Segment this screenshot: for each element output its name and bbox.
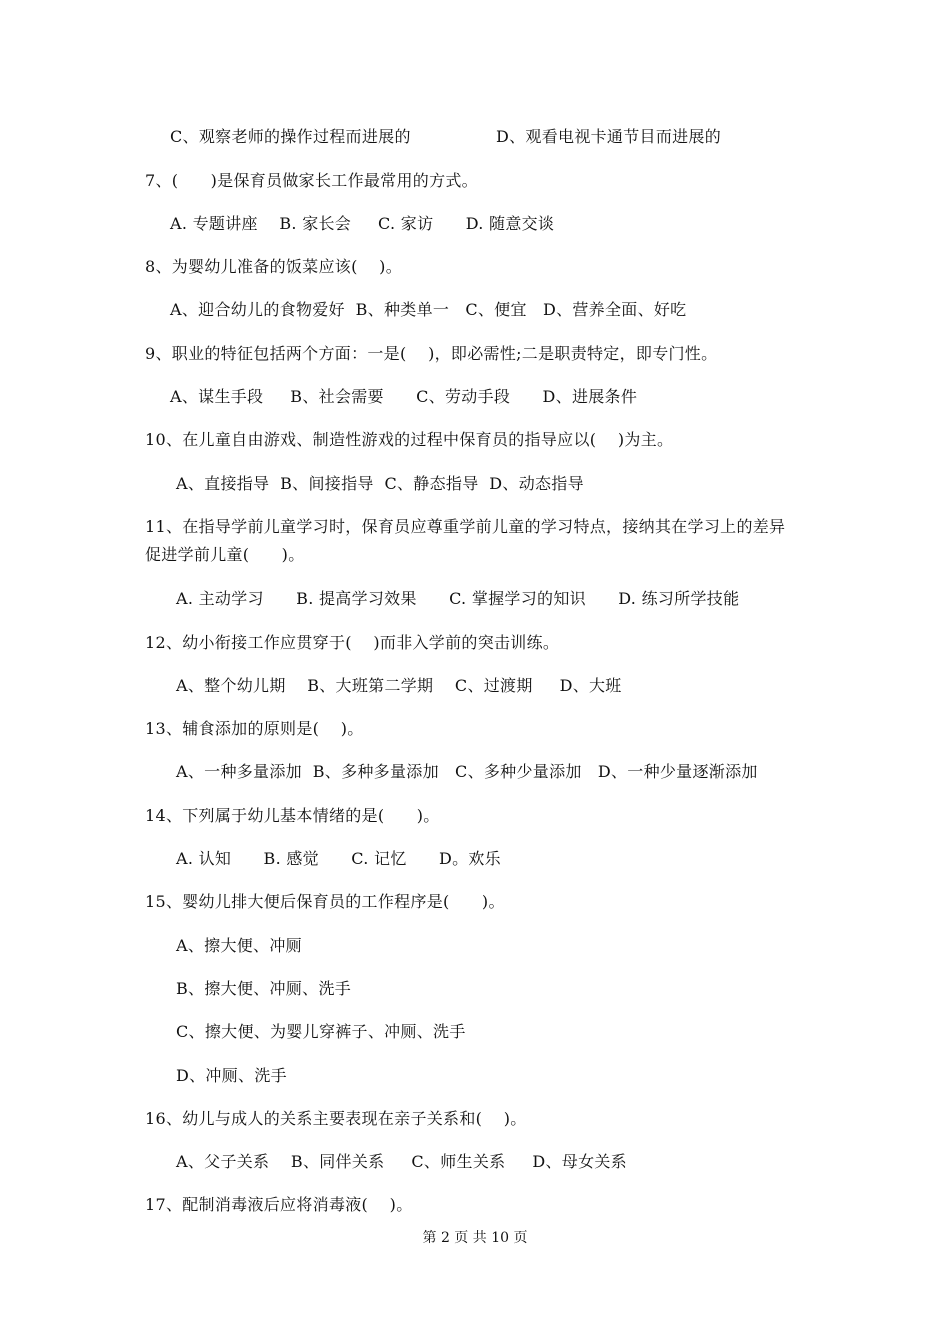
question-10-options: A、直接指导 B、间接指导 C、静态指导 D、动态指导 [176,474,584,493]
question-9-stem: 9、职业的特征包括两个方面：一是( )，即必需性;二是职责特定，即专门性。 [145,344,718,363]
question-13-options: A、一种多量添加 B、多种多量添加 C、多种少量添加 D、一种少量逐渐添加 [176,762,758,781]
page-footer: 第 2 页 共 10 页 [422,1230,528,1246]
question-15-stem: 15、婴幼儿排大便后保育员的工作程序是( )。 [145,892,505,911]
question-8-stem: 8、为婴幼儿准备的饭菜应该( )。 [145,257,403,276]
question-16-options: A、父子关系 B、同伴关系 C、师生关系 D、母女关系 [176,1152,627,1171]
question-14-options: A. 认知 B. 感觉 C. 记忆 D。欢乐 [176,849,501,868]
question-12-stem: 12、幼小衔接工作应贯穿于( )而非入学前的突击训练。 [145,633,560,652]
question-15-option-d: D、冲厕、洗手 [176,1066,287,1085]
question-15-option-b: B、擦大便、冲厕、洗手 [176,979,352,998]
question-12-options: A、整个幼儿期 B、大班第二学期 C、过渡期 D、大班 [176,676,622,695]
question-11-stem-continued: 促进学前儿童( )。 [145,545,305,564]
question-13-stem: 13、辅食添加的原则是( )。 [145,719,364,738]
question-14-stem: 14、下列属于幼儿基本情绪的是( )。 [145,806,440,825]
question-11-options: A. 主动学习 B. 提高学习效果 C. 掌握学习的知识 D. 练习所学技能 [176,589,740,608]
question-9-options: A、谋生手段 B、社会需要 C、劳动手段 D、进展条件 [170,387,638,406]
question-7-stem: 7、( )是保育员做家长工作最常用的方式。 [145,171,478,190]
question-8-options: A、迎合幼儿的食物爱好 B、种类单一 C、便宜 D、营养全面、好吃 [170,300,687,319]
question-15-option-c: C、擦大便、为婴儿穿裤子、冲厕、洗手 [176,1022,466,1041]
question-10-stem: 10、在儿童自由游戏、制造性游戏的过程中保育员的指导应以( )为主。 [145,430,674,449]
question-11-stem: 11、在指导学前儿童学习时，保育员应尊重学前儿童的学习特点，接纳其在学习上的差异 [145,517,786,536]
question-17-stem: 17、配制消毒液后应将消毒液( )。 [145,1195,413,1214]
question-16-stem: 16、幼儿与成人的关系主要表现在亲子关系和( )。 [145,1109,527,1128]
question-15-option-a: A、擦大便、冲厕 [176,936,302,955]
prev-option-d: D、观看电视卡通节目而进展的 [496,127,722,146]
prev-option-c: C、观察老师的操作过程而进展的 [170,127,411,146]
question-7-options: A. 专题讲座 B. 家长会 C. 家访 D. 随意交谈 [170,214,555,233]
